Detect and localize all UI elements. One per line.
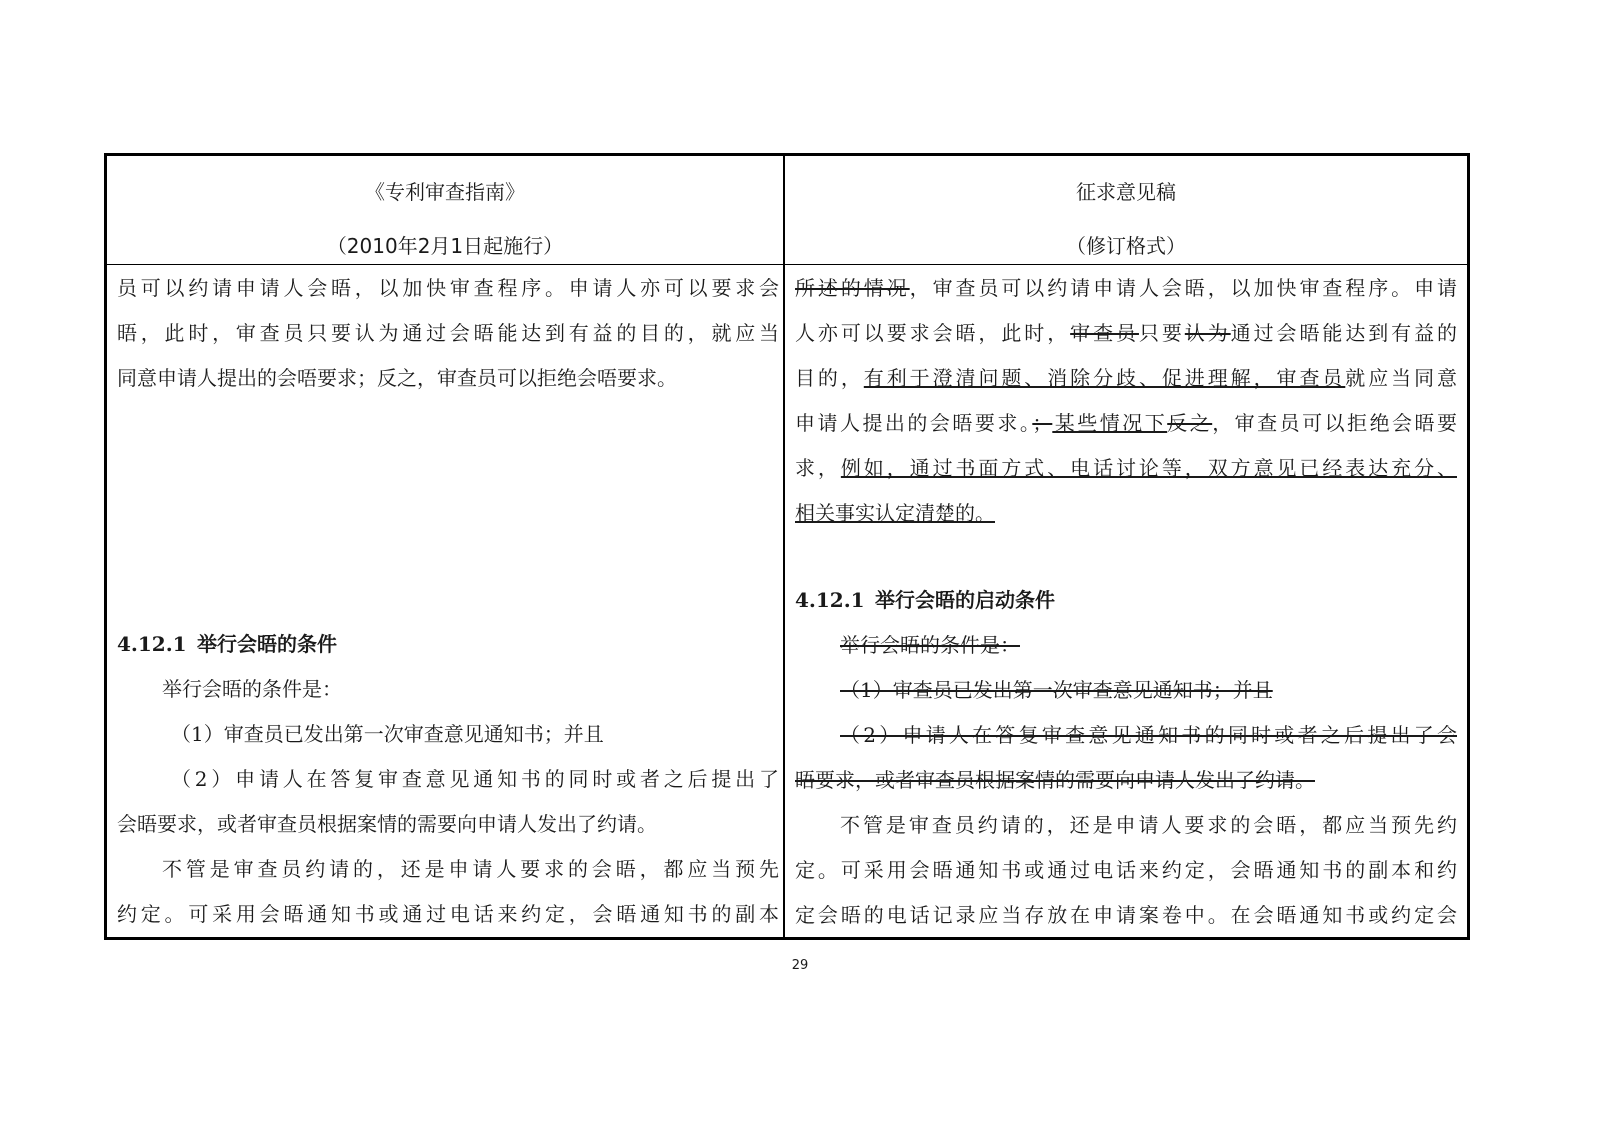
right-header-title: 征求意见稿 xyxy=(1076,180,1176,204)
left-section-heading xyxy=(117,622,779,667)
right-paragraph-line xyxy=(795,311,1457,356)
left-conditions-intro: 举行会晤的条件是： xyxy=(162,677,342,701)
inserted-text: 有利于澄清问题、消除分歧、促进理解，审查员 xyxy=(863,366,1346,390)
right-section-title: 举行会晤的启动条件 xyxy=(875,588,1055,612)
left-column-header xyxy=(107,156,783,264)
deleted-text: 所述的情况 xyxy=(795,276,910,300)
text-span: 只要 xyxy=(1138,321,1185,345)
right-paragraph-line: 不管是审查员约请的，还是申请人要求的会晤，都应当预先约 xyxy=(840,813,1457,837)
right-section-heading xyxy=(795,578,1457,623)
deleted-text: 晤要求，或者审查员根据案情的需要向申请人发出了约请。 xyxy=(795,768,1315,792)
deleted-text: 认为 xyxy=(1184,321,1231,345)
right-paragraph-line xyxy=(795,446,1457,491)
column-divider xyxy=(783,156,785,937)
page-number: 29 xyxy=(791,958,809,973)
left-paragraph-line: 员可以约请申请人会晤，以加快审查程序。申请人亦可以要求会 xyxy=(117,276,779,300)
left-section-number: 4.12.1 xyxy=(117,632,187,656)
right-section-number: 4.12.1 xyxy=(795,588,865,612)
left-paragraph-line: 同意申请人提出的会唔要求；反之，审查员可以拒绝会唔要求。 xyxy=(117,366,677,390)
left-header-subtitle: （2010年2月1日起施行） xyxy=(326,234,564,258)
inserted-text: 某些情况下 xyxy=(1052,411,1168,435)
left-condition-2: （2）申请人在答复审查意见通知书的同时或者之后提出了 xyxy=(171,767,779,791)
text-span: 就应当同意 xyxy=(1345,366,1457,390)
right-paragraph-line xyxy=(795,356,1457,401)
text-span: ，审查员可以拒绝会晤要 xyxy=(1212,411,1457,435)
left-header-title: 《专利审查指南》 xyxy=(365,180,525,204)
text-span: 通过会晤能达到有益的 xyxy=(1230,321,1457,345)
right-deleted-condition-2-cont xyxy=(795,758,1457,803)
inserted-text: 相关事实认定清楚的。 xyxy=(795,501,995,525)
header-rule xyxy=(107,264,1467,265)
comparison-table xyxy=(104,153,1470,940)
deleted-text: 举行会晤的条件是： xyxy=(840,633,1020,657)
right-column-body xyxy=(795,266,1457,936)
right-paragraph-line xyxy=(795,401,1457,446)
right-paragraph-line xyxy=(795,491,1457,536)
inserted-text: 例如，通过书面方式、电话讨论等，双方意见已经表达充分、 xyxy=(840,456,1457,480)
left-paragraph-line: 约定。可采用会晤通知书或通过电话来约定，会晤通知书的副本 xyxy=(117,902,779,926)
left-column-body xyxy=(117,266,779,936)
right-deleted-condition-1 xyxy=(840,668,1457,713)
left-condition-1: （1）审查员已发出第一次审查意见通知书；并且 xyxy=(171,722,604,746)
right-header-subtitle: （修订格式） xyxy=(1066,234,1186,258)
left-condition-2-cont: 会晤要求，或者审查员根据案情的需要向申请人发出了约请。 xyxy=(117,812,657,836)
right-deleted-condition-2 xyxy=(840,713,1457,758)
text-span: 申请人提出的会晤要求。 xyxy=(795,411,1033,435)
deleted-text: （1）审查员已发出第一次审查意见通知书；并且 xyxy=(840,678,1273,702)
deleted-text: 反之 xyxy=(1167,411,1213,435)
right-paragraph-line: 定会晤的电话记录应当存放在申请案卷中。在会晤通知书或约定会 xyxy=(795,903,1457,927)
right-column-header xyxy=(785,156,1467,264)
text-span: ，审查员可以约请申请人会晤，以加快审查程序。申请 xyxy=(909,276,1457,300)
right-deleted-intro xyxy=(840,623,1457,668)
deleted-text: （2）申请人在答复审查意见通知书的同时或者之后提出了会 xyxy=(840,723,1457,747)
right-paragraph-line: 定。可采用会晤通知书或通过电话来约定，会晤通知书的副本和约 xyxy=(795,858,1457,882)
text-span: 目的， xyxy=(795,366,864,390)
deleted-text: ； xyxy=(1032,411,1053,435)
left-section-title: 举行会晤的条件 xyxy=(197,632,337,656)
left-paragraph-line: 不管是审查员约请的，还是申请人要求的会晤，都应当预先 xyxy=(162,857,779,881)
text-span: 人亦可以要求会晤，此时， xyxy=(795,321,1071,345)
left-paragraph-line: 晤，此时，审查员只要认为通过会晤能达到有益的目的，就应当 xyxy=(117,321,779,345)
right-paragraph-line xyxy=(795,266,1457,311)
deleted-text: 审查员 xyxy=(1070,321,1139,345)
text-span: 求， xyxy=(795,456,841,480)
